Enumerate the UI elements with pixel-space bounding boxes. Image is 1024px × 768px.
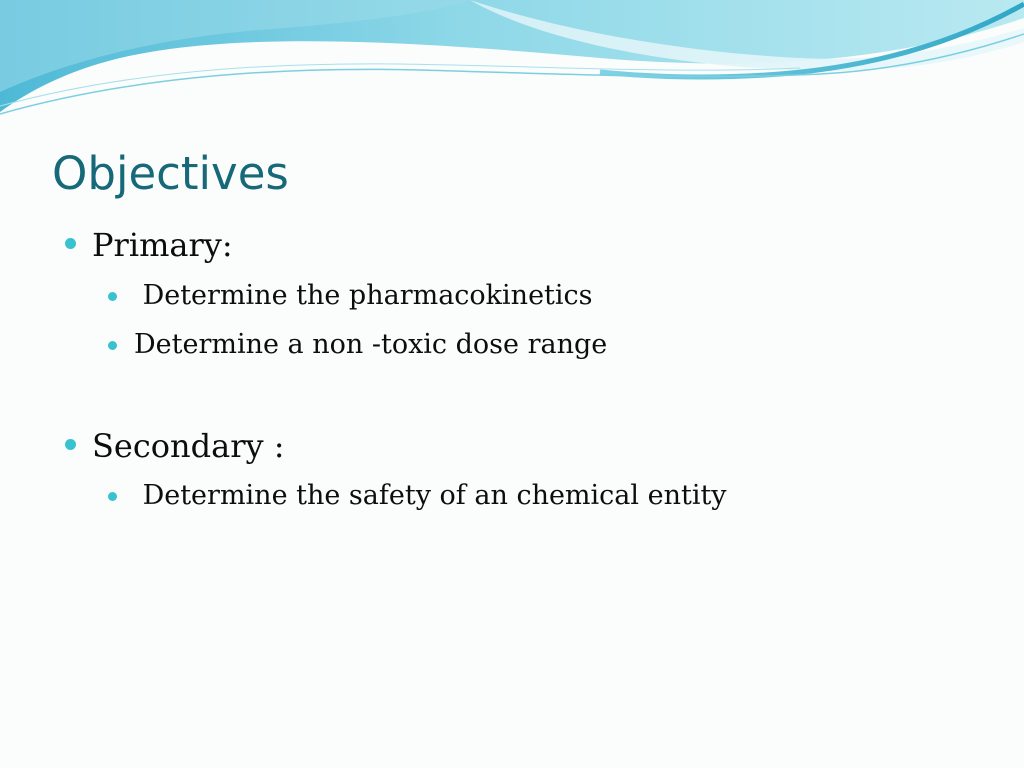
list-item: Determine a non -toxic dose range [134,329,608,360]
list-item: Determine the pharmacokinetics [134,280,593,311]
header-wave-decoration [0,0,1024,130]
bullet-icon [65,238,76,249]
section-label-secondary: Secondary : [92,427,285,465]
bullet-icon [108,492,117,501]
slide-title: Objectives [52,147,289,200]
bullet-icon [108,341,117,350]
bullet-icon [65,439,76,450]
section-label-primary: Primary: [92,226,233,264]
list-item: Determine the safety of an chemical entity [134,480,727,511]
bullet-icon [108,292,117,301]
